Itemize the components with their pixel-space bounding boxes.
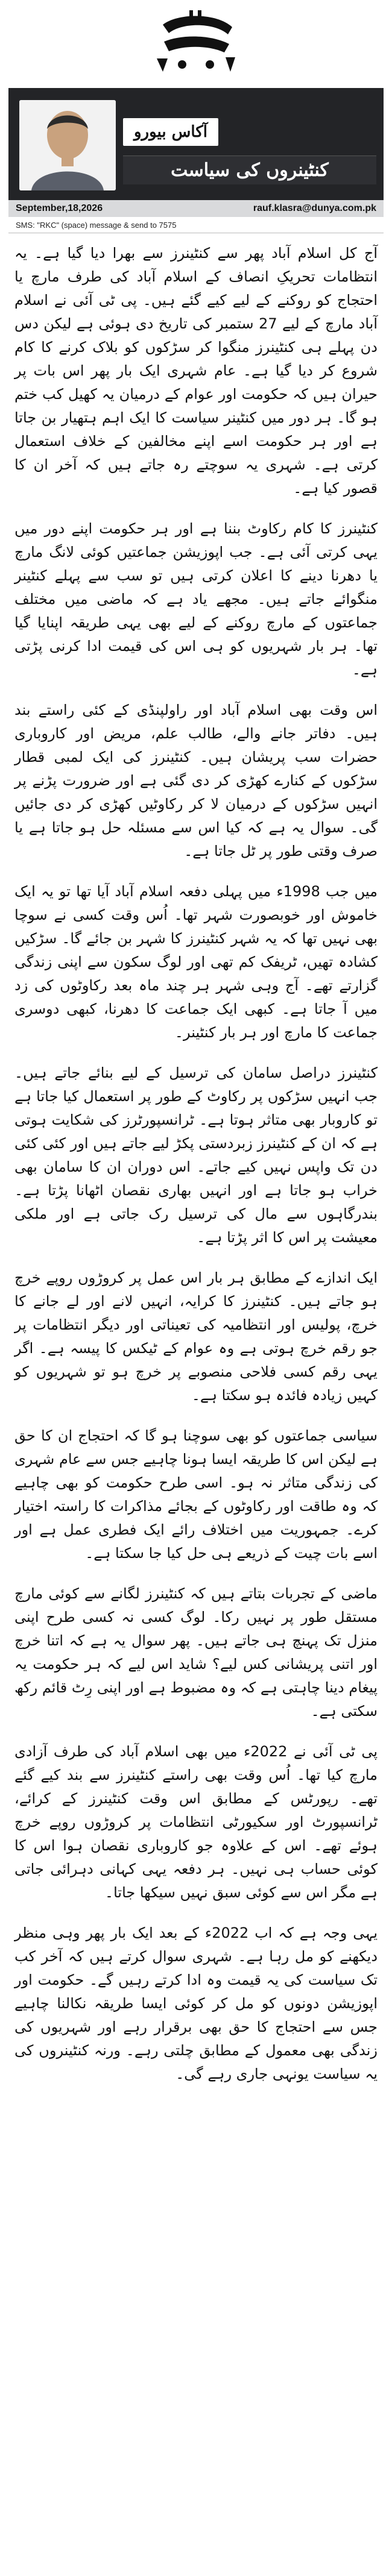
article-paragraph: میں جب 1998ء میں پہلی دفعہ اسلام آباد آیا تھا تو یہ ایک خاموش اور خوبصورت شہر تھا۔ اُس وقت کسی نے سوچا بھی نہیں تھا کہ یہ شہر کنٹینرز کا شہر بن جائے گا۔ سڑکیں کشادہ تھیں، ٹریفک کم تھی اور لوگ سکون سے اپنی زندگی گزارتے تھے۔ آج وہی شہر ہر چند ماہ بعد رکاوٹوں کی زد میں آ جاتا ہے۔ کبھی ایک جماعت کا دھرنا، کبھی دوسری جماعت کا مارچ اور ہر بار کنٹینر۔ — [14, 883, 378, 1041]
author-name: آکاس بیورو — [123, 118, 218, 146]
author-portrait-icon — [19, 100, 116, 190]
article-paragraph: کنٹینرز دراصل سامان کی ترسیل کے لیے بنائے جاتے ہیں۔ جب انہیں سڑکوں پر رکاوٹ کے طور پر استعمال کیا جاتا ہے تو کاروبار بھی متاثر ہوتا ہے۔ ٹرانسپورٹرز کی شکایت ہوتی ہے کہ ان کے کنٹینرز زبردستی پکڑ لیے جاتے ہیں اور کئی کئی دن تک واپس نہیں کیے جاتے۔ اس دوران ان کا سامان بھی خراب ہو جاتا ہے اور انہیں بھاری نقصان اٹھانا پڑتا ہے۔ بندرگاہوں سے مال کی ترسیل رک جاتی ہے اور ملکی معیشت پر اس کا اثر پڑتا ہے۔ — [14, 1064, 378, 1246]
sms-text: SMS: "RKC" (space) message & send to 7575 — [16, 220, 177, 230]
publish-date: September,18,2026 — [16, 203, 103, 213]
masthead — [0, 0, 392, 84]
newspaper-logo[interactable] — [127, 7, 265, 78]
date-email-bar — [8, 200, 384, 217]
column-title: کنٹینروں کی سیاست — [123, 156, 376, 184]
article-paragraph: کنٹینرز کا کام رکاوٹ بننا ہے اور ہر حکومت اپنے دور میں یہی کرتی آئی ہے۔ جب اپوزیشن جماعتیں کوئی لانگ مارچ یا دھرنا دینے کا اعلان کرتی ہیں تو سب سے پہلے کنٹینر منگوائے جاتے ہیں۔ مجھے یاد ہے کہ ماضی میں مختلف جماعتوں کے مارچ روکنے کے لیے بھی یہی طریقہ اپنایا گیا تھا۔ ہر بار شہریوں کو ہی اس کی قیمت ادا کرنی پڑتی ہے۔ — [14, 520, 378, 678]
article-body — [14, 242, 378, 2086]
article-paragraph: اس وقت بھی اسلام آباد اور راولپنڈی کے کئی راستے بند ہیں۔ دفاتر جانے والے، طالب علم، مریض اور کاروباری حضرات سب پریشان ہیں۔ کنٹینرز کی ایک لمبی قطار سڑکوں کے کنارے کھڑی کر دی گئی ہے اور ضرورت پڑنے پر انہیں سڑکوں کے درمیان لا کر رکاوٹیں کھڑی کر دی جائیں گی۔ سوال یہ ہے کہ کیا اس سے مسئلہ حل ہو جاتا ہے یا صرف وقتی طور پر ٹل جاتا ہے۔ — [14, 702, 378, 859]
article-paragraph: سیاسی جماعتوں کو بھی سوچنا ہو گا کہ احتجاج ان کا حق ہے لیکن اس کا طریقہ ایسا ہونا چاہیے جس سے عام شہری کی زندگی متاثر نہ ہو۔ اسی طرح حکومت کو بھی چاہیے کہ وہ طاقت اور رکاوٹوں کے بجائے مذاکرات کا راستہ اختیار کرے۔ جمہوریت میں اختلاف رائے ایک فطری عمل ہے اور اسے بات چیت کے ذریعے ہی حل کیا جا سکتا ہے۔ — [14, 1427, 378, 1562]
logo-emblem-icon — [127, 7, 265, 78]
article-paragraph: ایک اندازے کے مطابق ہر بار اس عمل پر کروڑوں روپے خرچ ہو جاتے ہیں۔ کنٹینرز کا کرایہ، انہیں لانے اور لے جانے کا خرچ، پولیس اور انتظامیہ کی تعیناتی اور دیگر انتظامات پر جو رقم خرچ ہوتی ہے وہ عوام کے ٹیکس کا پیسہ ہے۔ اگر یہی رقم کسی فلاحی منصوبے پر خرچ ہو تو شہریوں کو کہیں زیادہ فائدہ ہو سکتا ہے۔ — [14, 1269, 378, 1404]
author-email[interactable]: rauf.klasra@dunya.com.pk — [253, 203, 376, 213]
article-paragraph: پی ٹی آئی نے 2022ء میں بھی اسلام آباد کی طرف آزادی مارچ کیا تھا۔ اُس وقت بھی راستے کنٹینرز سے بند کیے گئے تھے۔ رپورٹس کے مطابق اس وقت کنٹینرز کے کرائے، ٹرانسپورٹ اور سکیورٹی انتظامات پر کروڑوں روپے خرچ ہوئے تھے۔ اس کے علاوہ جو کاروباری نقصان ہوا اس کا کوئی حساب ہی نہیں۔ ہر دفعہ یہی کہانی دہرائی جاتی ہے مگر اس سے کوئی سبق نہیں سیکھا جاتا۔ — [14, 1743, 378, 1901]
article-paragraph: ماضی کے تجربات بتاتے ہیں کہ کنٹینرز لگانے سے کوئی مارچ مستقل طور پر نہیں رکا۔ لوگ کسی نہ کسی طرح اپنی منزل تک پہنچ ہی جاتے ہیں۔ پھر سوال یہ ہے کہ اتنا خرچ اور اتنی پریشانی کس لیے؟ شاید اس لیے کہ ہر حکومت یہ پیغام دینا چاہتی ہے کہ وہ مضبوط ہے اور اپنی رِٹ قائم رکھ سکتی ہے۔ — [14, 1585, 378, 1720]
article-paragraph: یہی وجہ ہے کہ اب 2022ء کے بعد ایک بار پھر وہی منظر دیکھنے کو مل رہا ہے۔ شہری سوال کرتے ہیں کہ آخر کب تک سیاست کی یہ قیمت وہ ادا کرتے رہیں گے۔ حکومت اور اپوزیشن دونوں کو مل کر کوئی ایسا طریقہ نکالنا چاہیے جس سے احتجاج کا حق بھی برقرار رہے اور شہریوں کی زندگی بھی معمول کے مطابق چلتی رہے۔ ورنہ کنٹینروں کی یہ سیاست یونہی جاری رہے گی۔ — [14, 1924, 378, 2082]
article-paragraph: آج کل اسلام آباد پھر سے کنٹینرز سے بھرا دیا گیا ہے۔ یہ انتظامات تحریکِ انصاف کے اسلام آباد کی طرف مارچ یا احتجاج کو روکنے کے لیے کیے گئے ہیں۔ پی ٹی آئی نے اسلام آباد مارچ کے لیے 27 ستمبر کی تاریخ دی ہوئی ہے لیکن دس دن پہلے ہی کنٹینرز منگوا کر سڑکوں کو بلاک کرنے کا کام شروع کر دیا گیا ہے۔ عام شہری ایک بار پھر اس بات پر حیران ہیں کہ حکومت اور عوام کے درمیان یہ کھیل کب ختم ہو گا۔ ہر دور میں کنٹینر سیاست کا ایک اہم ہتھیار بن جاتا ہے اور ہر حکومت اسے اپنے مخالفین کے خلاف استعمال کرتی ہے۔ شہری یہ سوچتے رہ جاتے ہیں کہ آخر ان کا قصور کیا ہے۔ — [14, 245, 378, 497]
author-photo — [19, 100, 116, 190]
sms-instructions — [8, 217, 384, 233]
column-banner — [8, 88, 384, 200]
